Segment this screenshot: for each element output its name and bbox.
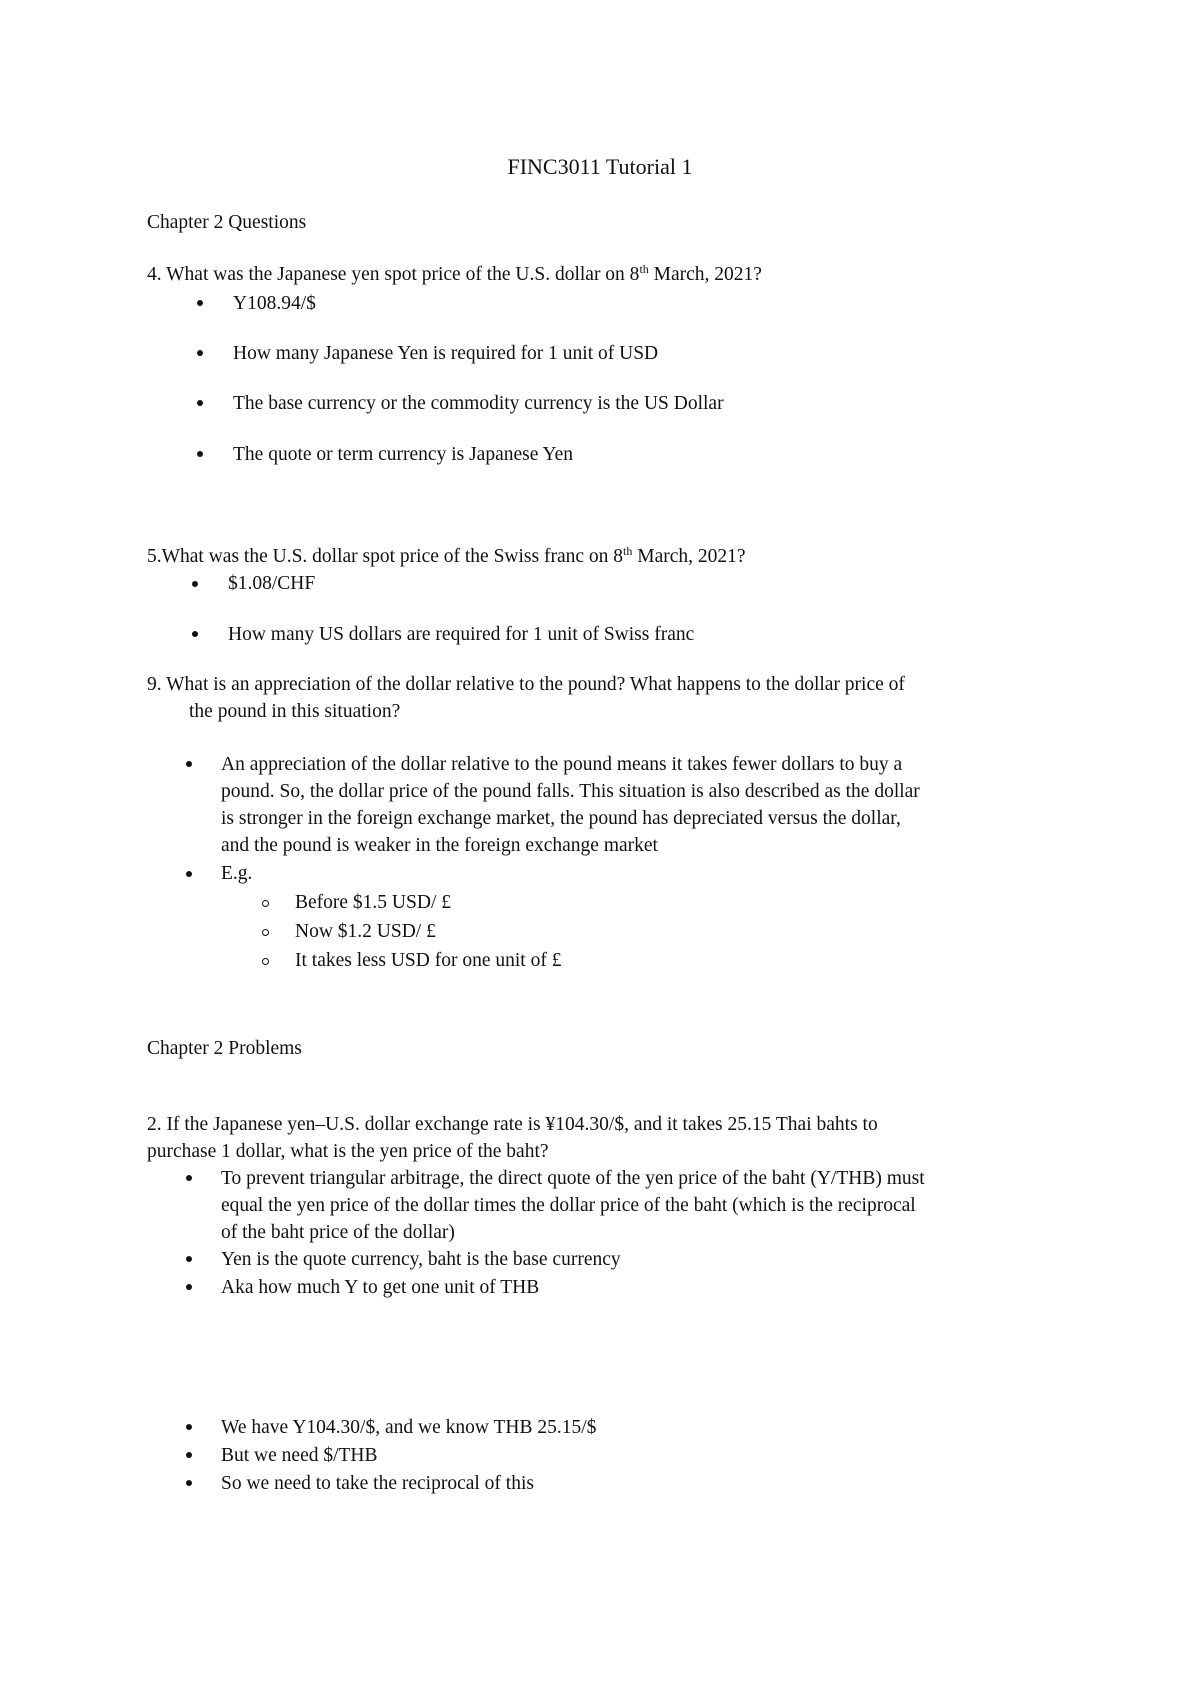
question-9-line-1: 9. What is an appreciation of the dollar relative to the pound? What happens to the dollar price of (147, 674, 905, 695)
list-item: So we need to take the reciprocal of this (221, 1473, 534, 1494)
bullet-icon (197, 400, 203, 406)
bullet-icon (197, 350, 203, 356)
sub-list-item: Now $1.2 USD/ £ (295, 921, 436, 942)
list-item: Aka how much Y to get one unit of THB (221, 1277, 540, 1298)
list-item: The quote or term currency is Japanese Yen (233, 444, 574, 465)
list-item-line: An appreciation of the dollar relative to the pound means it takes fewer dollars to buy a (221, 754, 903, 775)
bullet-icon (192, 581, 198, 587)
bullet-icon (186, 1256, 192, 1262)
list-item-line: pound. So, the dollar price of the pound falls. This situation is also described as the dollar (221, 781, 920, 802)
list-item-line: is stronger in the foreign exchange market, the pound has depreciated versus the dollar, (221, 808, 901, 829)
list-item-line: To prevent triangular arbitrage, the direct quote of the yen price of the baht (Y/THB) must (221, 1168, 925, 1189)
problem-2-line-1: 2. If the Japanese yen–U.S. dollar exchange rate is ¥104.30/$, and it takes 25.15 Thai bahts to (147, 1114, 878, 1135)
circle-bullet-icon (262, 958, 269, 965)
bullet-icon (186, 761, 192, 767)
bullet-icon (186, 1452, 192, 1458)
bullet-icon (186, 1284, 192, 1290)
list-item: We have Y104.30/$, and we know THB 25.15/$ (221, 1417, 597, 1438)
circle-bullet-icon (262, 929, 269, 936)
bullet-icon (186, 1424, 192, 1430)
list-item: The base currency or the commodity currency is the US Dollar (233, 393, 724, 414)
problem-2-line-2: purchase 1 dollar, what is the yen price of the baht? (147, 1141, 549, 1162)
bullet-icon (197, 300, 203, 306)
list-item: Y108.94/$ (233, 293, 316, 314)
bullet-icon (192, 631, 198, 637)
sub-list-item: Before $1.5 USD/ £ (295, 892, 451, 913)
list-item: E.g. (221, 863, 253, 884)
list-item-line: of the baht price of the dollar) (221, 1222, 455, 1243)
question-4: 4. What was the Japanese yen spot price of the U.S. dollar on 8th March, 2021? (147, 262, 762, 285)
question-9-line-2: the pound in this situation? (189, 701, 401, 722)
sub-list-item: It takes less USD for one unit of £ (295, 950, 562, 971)
section-heading-questions: Chapter 2 Questions (147, 212, 307, 233)
bullet-icon (197, 451, 203, 457)
bullet-icon (186, 871, 192, 877)
list-item: Yen is the quote currency, baht is the base currency (221, 1249, 621, 1270)
list-item: How many US dollars are required for 1 unit of Swiss franc (228, 624, 695, 645)
list-item: $1.08/CHF (228, 573, 316, 594)
page-title: FINC3011 Tutorial 1 (507, 154, 693, 179)
list-item: How many Japanese Yen is required for 1 unit of USD (233, 343, 659, 364)
list-item: But we need $/THB (221, 1445, 378, 1466)
bullet-icon (186, 1480, 192, 1486)
question-5: 5.What was the U.S. dollar spot price of the Swiss franc on 8th March, 2021? (147, 544, 746, 567)
section-heading-problems: Chapter 2 Problems (147, 1038, 302, 1059)
bullet-icon (186, 1175, 192, 1181)
circle-bullet-icon (262, 900, 269, 907)
list-item-line: and the pound is weaker in the foreign exchange market (221, 835, 658, 856)
list-item-line: equal the yen price of the dollar times the dollar price of the baht (which is the reciprocal (221, 1195, 916, 1216)
